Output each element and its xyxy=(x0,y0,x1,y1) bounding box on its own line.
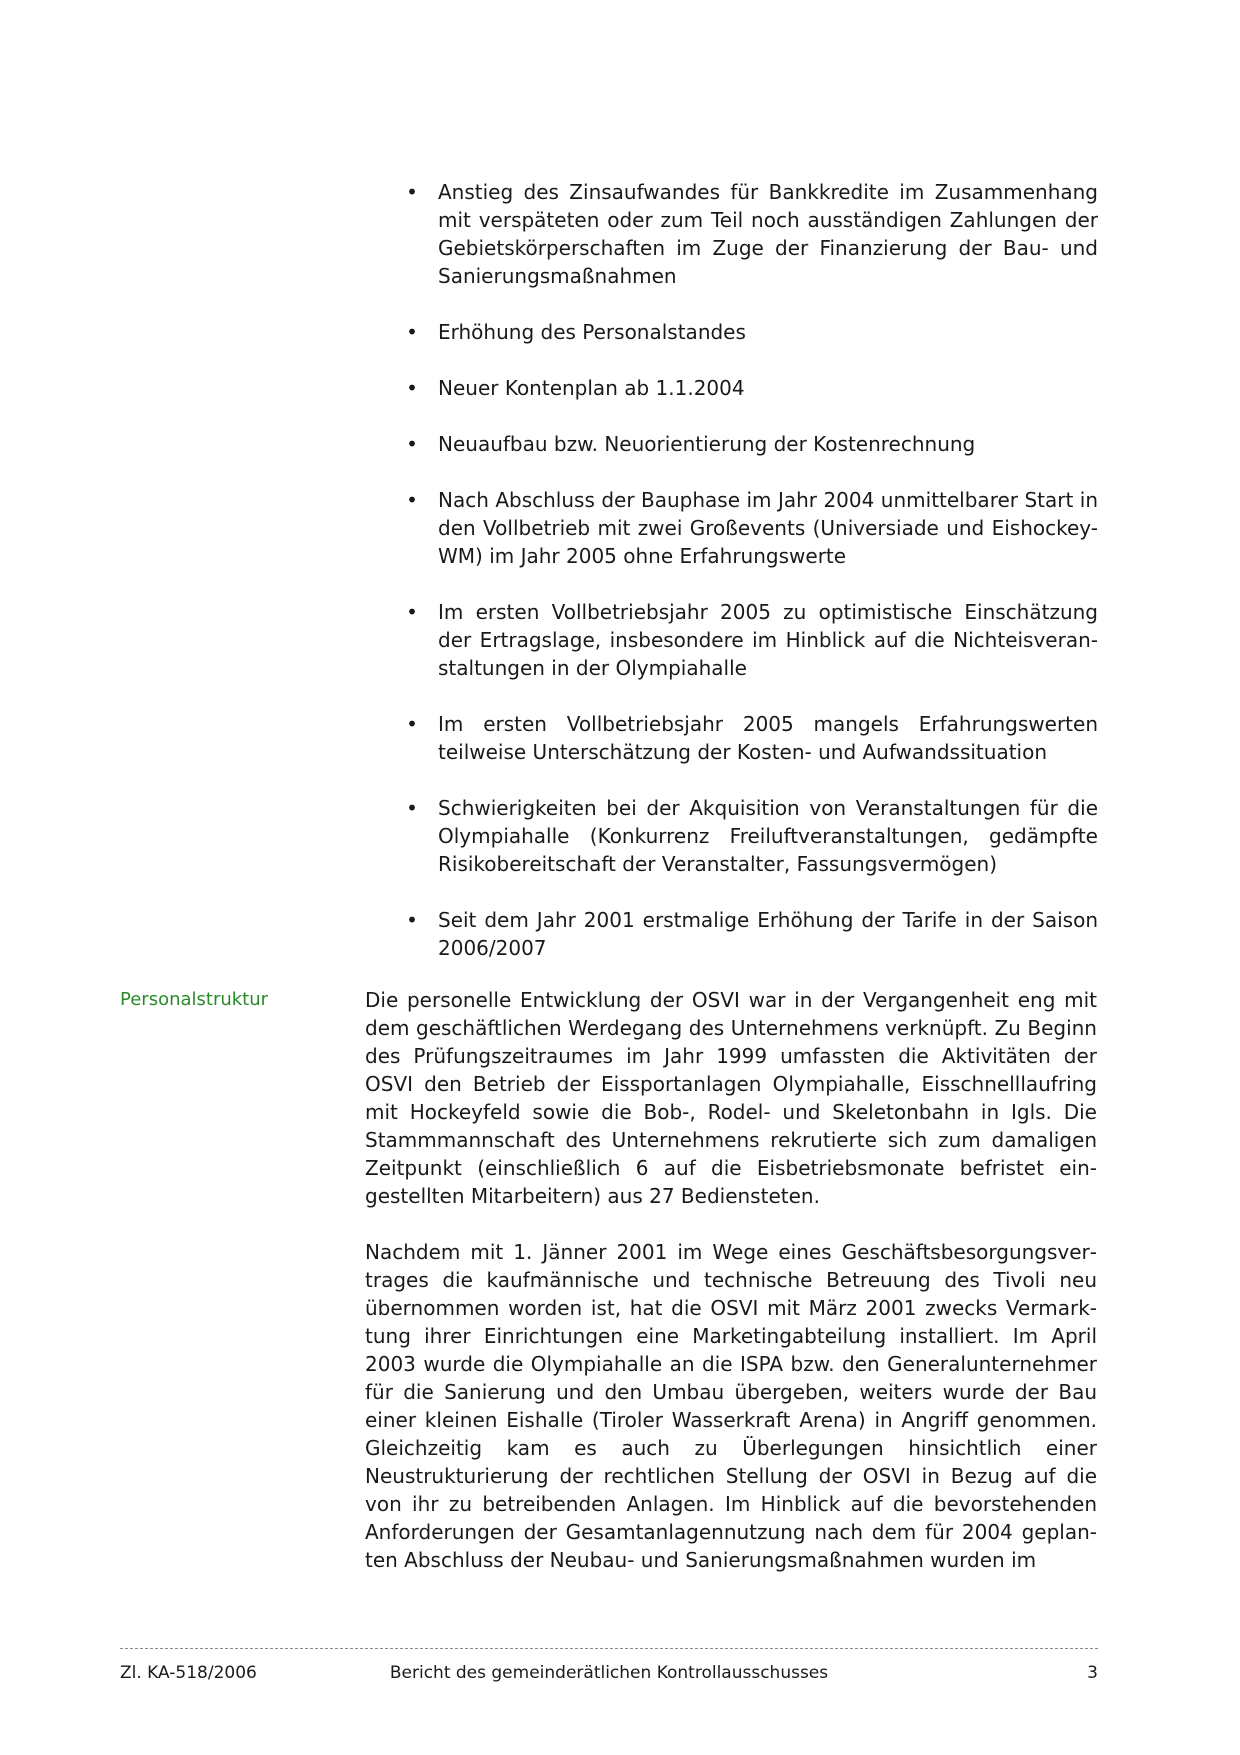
bullet-icon: • xyxy=(406,180,418,204)
bullet-icon: • xyxy=(406,908,418,932)
bullet-list xyxy=(402,178,1098,990)
bullet-icon: • xyxy=(406,712,418,736)
list-item xyxy=(402,710,1098,766)
list-item xyxy=(402,178,1098,290)
list-item xyxy=(402,794,1098,878)
bullet-icon: • xyxy=(406,796,418,820)
bullet-text: Neuaufbau bzw. Neuorientierung der Kostenrechnung xyxy=(438,432,976,456)
list-item xyxy=(402,906,1098,962)
bullet-text: Anstieg des Zinsaufwandes für Bankkredite im Zusammenhang mit verspäteten oder zum Teil noch ausständigen Zahlungen der Gebietskörperschaften im Zuge der Finanzierung der Bau- und Sanierungsmaßnahmen xyxy=(438,180,1098,288)
list-item xyxy=(402,598,1098,682)
list-item xyxy=(402,430,1098,458)
bullet-text: Seit dem Jahr 2001 erstmalige Erhöhung der Tarife in der Saison 2006/2007 xyxy=(438,908,1098,960)
section-margin-label: Personalstruktur xyxy=(120,989,269,1010)
list-item xyxy=(402,374,1098,402)
bullet-text: Schwierigkeiten bei der Akquisition von Veranstaltungen für die Olympiahalle (Konkurrenz Freiluftveranstaltungen, gedämpfte Risikobereitschaft der Veranstalter, Fassungsvermögen) xyxy=(438,796,1098,876)
page-footer xyxy=(120,1660,1098,1686)
bullet-icon: • xyxy=(406,376,418,400)
section-body xyxy=(365,986,1097,1602)
list-item xyxy=(402,318,1098,346)
footer-title: Bericht des gemeinderätlichen Kontrollausschusses xyxy=(389,1663,829,1683)
footer-divider xyxy=(120,1648,1098,1649)
list-item xyxy=(402,486,1098,570)
bullet-icon: • xyxy=(406,432,418,456)
bullet-text: Nach Abschluss der Bauphase im Jahr 2004 unmittelbarer Start in den Vollbetrieb mit zwei Großevents (Universiade und Eishockey-WM) im Jahr 2005 ohne Erfahrungswerte xyxy=(438,488,1098,568)
paragraph: Nachdem mit 1. Jänner 2001 im Wege eines Geschäftsbesorgungsvertrages die kaufmännische und technische Betreuung des Tivoli neu übernommen worden ist, hat die OSVI mit März 2001 zwecks Vermarktung ihrer Einrichtungen eine Marketingabteilung installiert. Im April 2003 wurde die Olympiahalle an die ISPA bzw. den Generalunternehmer für die Sanierung und den Umbau übergeben, weiters wurde der Bau einer kleinen Eishalle (Tiroler Wasserkraft Arena) in Angriff genommen. Gleichzeitig kam es auch zu Überlegungen hinsichtlich einer Neustrukturierung der rechtlichen Stellung der OSVI in Bezug auf die von ihr zu betreibenden Anlagen. Im Hinblick auf die bevorstehenden Anforderungen der Gesamtanlagennutzung nach dem für 2004 geplanten Abschluss der Neubau- und Sanierungsmaßnahmen wurden im xyxy=(365,1240,1097,1572)
bullet-text: Neuer Kontenplan ab 1.1.2004 xyxy=(438,376,745,400)
bullet-icon: • xyxy=(406,600,418,624)
bullet-icon: • xyxy=(406,488,418,512)
bullet-text: Erhöhung des Personalstandes xyxy=(438,320,746,344)
page-number: 3 xyxy=(1087,1663,1098,1683)
paragraph: Die personelle Entwicklung der OSVI war in der Vergangenheit eng mit dem geschäftlichen Werdegang des Unternehmens verknüpft. Zu Beginn des Prüfungszeitraumes im Jahr 1999 umfassten die Aktivitäten der OSVI den Betrieb der Eissportanlagen Olympiahalle, Eisschnelllaufring mit Hockeyfeld sowie die Bob-, Rodel- und Skeletonbahn in Igls. Die Stammmannschaft des Unternehmens rekrutierte sich zum damaligen Zeitpunkt (einschließlich 6 auf die Eisbetriebsmonate befristet eingestellten Mitarbeitern) aus 27 Bediensteten. xyxy=(365,988,1097,1208)
bullet-icon: • xyxy=(406,320,418,344)
document-reference: Zl. KA-518/2006 xyxy=(120,1663,257,1683)
bullet-text: Im ersten Vollbetriebsjahr 2005 zu optimistische Einschätzung der Ertragslage, insbesondere im Hinblick auf die Nichteisveranstaltungen in der Olympiahalle xyxy=(438,600,1098,680)
bullet-text: Im ersten Vollbetriebsjahr 2005 mangels Erfahrungswerten teilweise Unterschätzung der Kosten- und Aufwandssituation xyxy=(438,712,1098,764)
